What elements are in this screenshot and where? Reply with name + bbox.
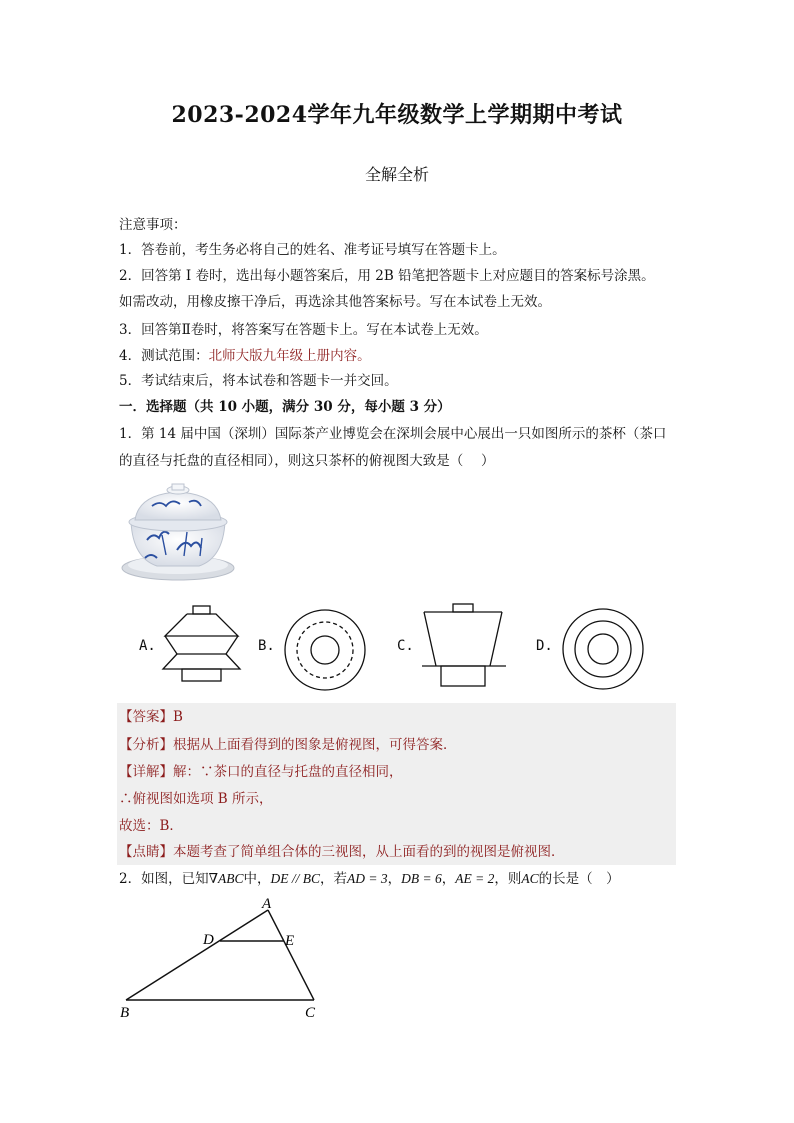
q2-suffix: 的长是（ ） bbox=[538, 871, 620, 887]
note-item-4 bbox=[119, 344, 371, 364]
q2-cond-parallel: DE // BC bbox=[270, 871, 321, 886]
q2-mid3: ，则 bbox=[494, 871, 522, 887]
option-a-figure bbox=[160, 604, 242, 686]
choice-line: 故选：B． bbox=[119, 818, 183, 834]
note-item-5: 5．考试结束后，将本试卷和答题卡一并交回。 bbox=[119, 373, 398, 389]
note-item-2: 2．回答第 I 卷时，选出每小题答案后，用 2B 铅笔把答题卡上对应题目的答案标号涂黑。 bbox=[119, 268, 655, 284]
notes-heading: 注意事项： bbox=[119, 217, 187, 233]
q2-cond-ad: AD = 3 bbox=[347, 871, 388, 886]
note-item-2-cont: 如需改动，用橡皮擦干净后，再选涂其他答案标号。写在本试卷上无效。 bbox=[119, 294, 551, 310]
option-b-figure bbox=[280, 605, 370, 695]
note-item-4-scope: 北师大版九年级上册内容。 bbox=[208, 348, 371, 364]
detail-text: 解：∵茶口的直径与托盘的直径相同， bbox=[173, 764, 403, 780]
option-d-label: D. bbox=[536, 638, 553, 654]
side-ab bbox=[126, 910, 268, 1000]
note-item-3: 3．回答第Ⅱ卷时，将答案写在答题卡上。写在本试卷上无效。 bbox=[119, 322, 488, 338]
comment-line bbox=[119, 840, 565, 860]
vertex-c-label: C bbox=[305, 1005, 316, 1021]
side-ac bbox=[268, 910, 314, 1000]
q2-sep2: ， bbox=[441, 871, 456, 887]
q2-triangle: ∇ABC bbox=[208, 871, 244, 886]
option-c-figure bbox=[420, 602, 508, 688]
q2-target: AC bbox=[521, 871, 539, 886]
analysis-line bbox=[119, 733, 457, 753]
option-a-label: A. bbox=[139, 638, 156, 654]
vertex-d-label: D bbox=[203, 932, 214, 948]
option-d-figure bbox=[558, 604, 648, 694]
option-b-label: B. bbox=[258, 638, 275, 654]
analysis-tag: 【分析】 bbox=[119, 737, 173, 753]
detail-tag: 【详解】 bbox=[119, 764, 173, 780]
triangle-figure bbox=[110, 890, 330, 1025]
q2-prefix: 2．如图，已知 bbox=[119, 871, 209, 887]
teacup-image bbox=[117, 480, 239, 590]
answer-line: 【答案】B bbox=[119, 709, 183, 725]
q2-cond-db: DB = 6 bbox=[401, 871, 442, 886]
question-2-line bbox=[119, 867, 620, 887]
detail-line-2: ∴俯视图如选项 B 所示， bbox=[119, 791, 273, 807]
note-item-4-prefix: 4．测试范围： bbox=[119, 348, 209, 364]
detail-line bbox=[119, 760, 403, 780]
question-1-line-2: 的直径与托盘的直径相同），则这只茶杯的俯视图大致是（ ） bbox=[119, 453, 495, 469]
question-1-line-1: 1．第 14 届中国（深圳）国际茶产业博览会在深圳会展中心展出一只如图所示的茶杯（茶口 bbox=[119, 426, 667, 442]
analysis-text: 根据从上面看得到的图象是俯视图，可得答案． bbox=[173, 737, 457, 753]
vertex-b-label: B bbox=[120, 1005, 130, 1021]
vertex-a-label: A bbox=[262, 896, 272, 912]
page-subtitle: 全解全析 bbox=[364, 165, 429, 184]
comment-tag: 【点睛】 bbox=[119, 844, 173, 860]
option-c-label: C. bbox=[397, 638, 414, 654]
section-heading: 一．选择题（共 10 小题，满分 30 分，每小题 3 分） bbox=[119, 399, 451, 415]
note-item-1: 1．答卷前，考生务必将自己的姓名、准考证号填写在答题卡上。 bbox=[119, 242, 506, 258]
q2-cond-ae: AE = 2 bbox=[455, 871, 495, 886]
q2-mid2: ，若 bbox=[320, 871, 348, 887]
page-title: 2023-2024学年九年级数学上学期期中考试 bbox=[171, 102, 623, 128]
vertex-e-label: E bbox=[285, 933, 295, 949]
q2-mid1: 中， bbox=[243, 871, 271, 887]
comment-text: 本题考查了简单组合体的三视图，从上面看的到的视图是俯视图． bbox=[173, 844, 565, 860]
q2-sep1: ， bbox=[387, 871, 402, 887]
